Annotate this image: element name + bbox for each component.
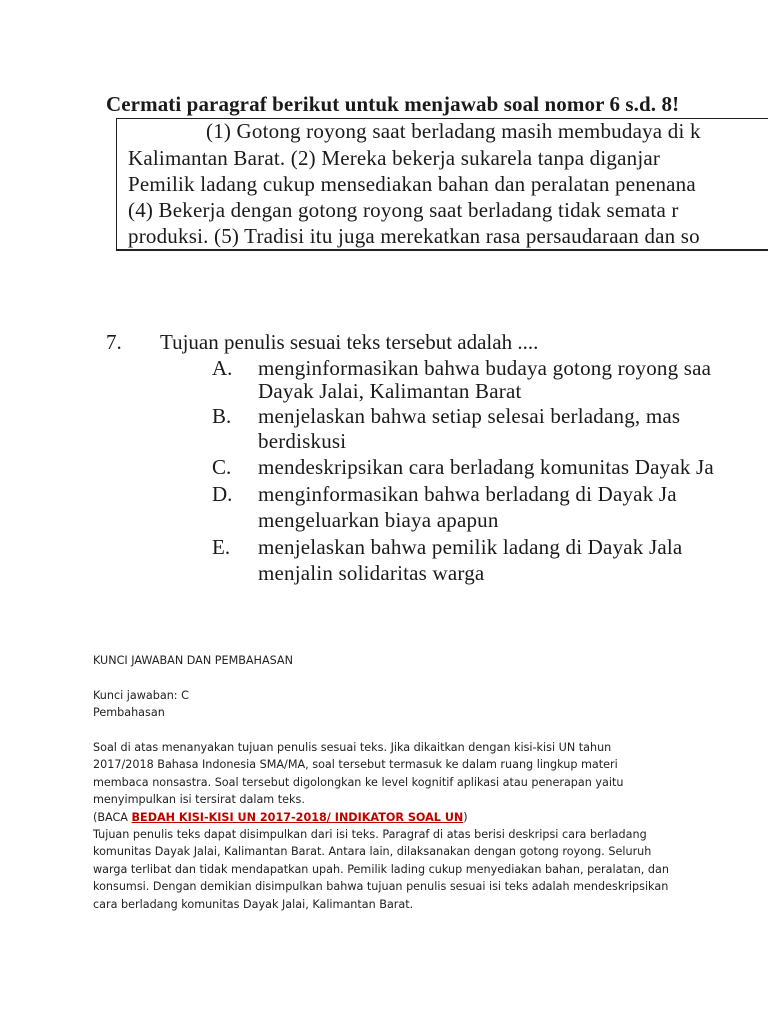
read-more-line bbox=[93, 809, 673, 826]
option-letter-d: D. bbox=[212, 482, 233, 506]
option-c-line: mendeskripsikan cara berladang komunitas Dayak Ja bbox=[258, 455, 714, 479]
answer-key: Kunci jawaban: C bbox=[93, 688, 189, 702]
option-b-line: menjelaskan bahwa setiap selesai berladang, mas bbox=[258, 404, 681, 428]
option-d-line: menginformasikan bahwa berladang di Dayak Ja bbox=[258, 482, 677, 506]
read-suffix: ) bbox=[463, 810, 468, 824]
read-prefix: (BACA bbox=[93, 810, 132, 824]
option-letter-b: B. bbox=[212, 404, 232, 428]
read-more-link[interactable]: BEDAH KISI-KISI UN 2017-2018/ INDIKATOR SOAL UN bbox=[131, 810, 464, 824]
paragraph-line: (1) Gotong royong saat berladang masih membudaya di k bbox=[206, 119, 701, 143]
instruction-heading: Cermati paragraf berikut untuk menjawab soal nomor 6 s.d. 8! bbox=[106, 92, 680, 116]
question-number: 7. bbox=[106, 330, 122, 354]
option-a-line: menginformasikan bahwa budaya gotong royong saa bbox=[258, 356, 712, 380]
option-d-line: mengeluarkan biaya apapun bbox=[258, 508, 499, 532]
question-text: Tujuan penulis sesuai teks tersebut adalah .... bbox=[160, 330, 539, 354]
discussion-paragraph: Soal di atas menanyakan tujuan penulis sesuai teks. Jika dikaitkan dengan kisi-kisi UN tahun 2017/2018 Bahasa Indonesia SMA/MA, soal tersebut termasuk ke dalam ruang lingkup materi membaca nonsastra. Soal tersebut digolongkan ke level kognitif aplikasi atau penerapan yaitu menyimpulkan isi tersirat dalam teks. bbox=[93, 741, 624, 807]
paragraph-line: (4) Bekerja dengan gotong royong saat berladang tidak semata r bbox=[128, 198, 679, 222]
option-e-line: menjalin solidaritas warga bbox=[258, 561, 485, 585]
discussion-label: Pembahasan bbox=[93, 706, 165, 720]
paragraph-line: Pemilik ladang cukup mensediakan bahan dan peralatan penenana bbox=[128, 172, 696, 196]
answer-title: KUNCI JAWABAN DAN PEMBAHASAN bbox=[93, 654, 293, 667]
paragraph-line: produksi. (5) Tradisi itu juga merekatkan rasa persaudaraan dan so bbox=[128, 224, 700, 248]
answer-section bbox=[93, 652, 673, 913]
paragraph-line: Kalimantan Barat. (2) Mereka bekerja sukarela tanpa diganjar bbox=[128, 146, 661, 170]
option-e-line: menjelaskan bahwa pemilik ladang di Dayak Jala bbox=[258, 535, 683, 559]
option-letter-a: A. bbox=[212, 356, 233, 380]
discussion-paragraph: Tujuan penulis teks dapat disimpulkan dari isi teks. Paragraf di atas berisi deskripsi cara berladang komunitas Dayak Jalai, Kalimantan Barat. Antara lain, dilaksanakan dengan gotong royong. Seluruh warga terlibat dan tidak mendapatkan upah. Pemilik lading cukup menyediakan bahan, peralatan, dan konsumsi. Dengan demikian disimpulkan bahwa tujuan penulis sesuai isi teks adalah mendeskripsikan cara berladang komunitas Dayak Jalai, Kalimantan Barat. bbox=[93, 828, 669, 911]
option-letter-c: C. bbox=[212, 455, 232, 479]
option-letter-e: E. bbox=[212, 535, 231, 559]
option-a-line: Dayak Jalai, Kalimantan Barat bbox=[258, 379, 522, 403]
option-b-line: berdiskusi bbox=[258, 429, 347, 453]
